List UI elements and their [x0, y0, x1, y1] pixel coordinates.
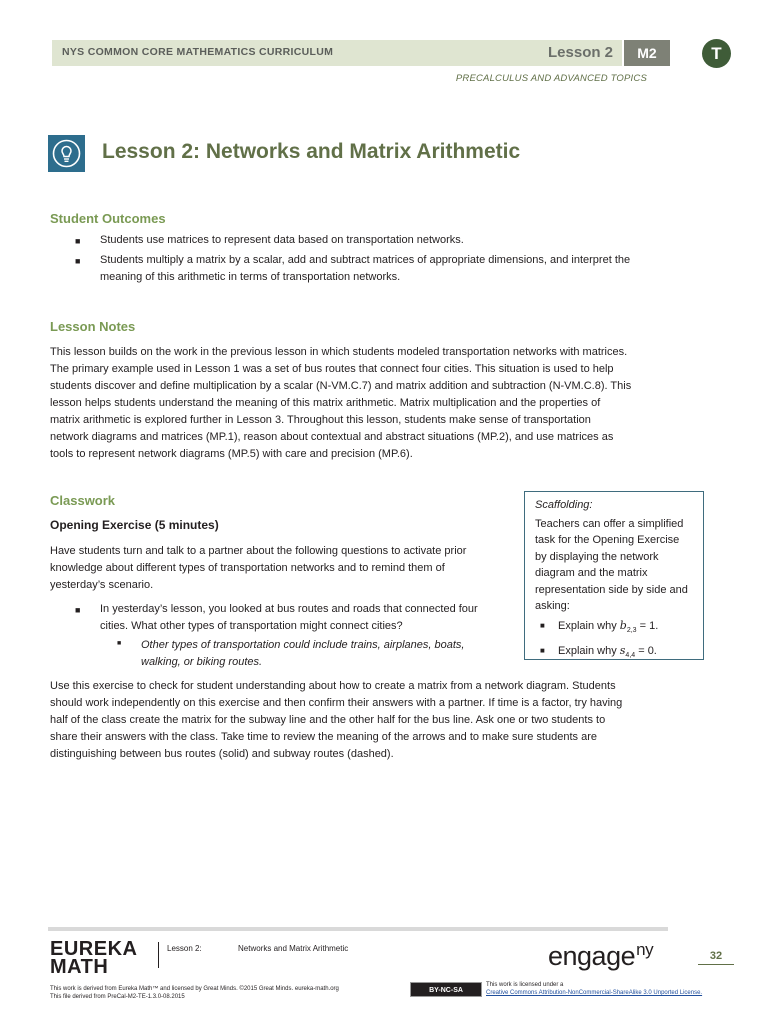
scaffolding-heading: Scaffolding:: [535, 499, 593, 511]
question-bullet: [100, 601, 510, 635]
opening-exercise-intro: [50, 543, 510, 594]
lightbulb-icon: [48, 135, 85, 172]
text-line: half of the class create the matrix for the subway line and the other half for the bus line. Ask one or two students to: [50, 714, 606, 726]
text-line: Other types of transportation could include trains, airplanes, boats,: [141, 639, 465, 651]
curriculum-label: NYS COMMON CORE MATHEMATICS CURRICULUM: [62, 46, 334, 58]
text-line: This lesson builds on the work in the previous lesson in which students modeled transportation networks with matrices.: [50, 346, 628, 358]
bullet-icon: ■: [75, 605, 81, 615]
text-line: diagram and the matrix: [535, 567, 648, 579]
text-line: should work independently on this exercise and then confirm their answers with a partner. If time is a factor, try having: [50, 697, 623, 709]
footer-rule: [48, 927, 668, 931]
text-line: matrix arithmetic is explored further in Lesson 3. Throughout this lesson, students make sense of transportation: [50, 414, 591, 426]
text-line: walking, or biking routes.: [141, 656, 263, 668]
module-badge: M2: [624, 40, 670, 66]
license-text: This work is licensed under a Creative Commons Attribution-NonCommercial-ShareAlike 3.0 Unported License.: [486, 982, 703, 996]
license-link[interactable]: Creative Commons Attribution-NonCommercial-ShareAlike 3.0 Unported License.: [486, 990, 703, 996]
lesson-notes-paragraph: [50, 344, 670, 463]
text-line: representation side by side and: [535, 583, 688, 596]
text-line: yesterday’s scenario.: [50, 579, 154, 591]
scaffolding-item: ■ Explain why $b_{2,3} = 1$.: [540, 618, 659, 634]
outcome-item: Students use matrices to represent data based on transportation networks.: [100, 234, 464, 246]
outcome-item: Students multiply a matrix by a scalar, add and subtract matrices of appropriate dimensions, and interpret the: [100, 254, 631, 266]
teacher-edition-badge: T: [702, 39, 731, 68]
closing-paragraph: [50, 678, 670, 763]
bullet-icon: ■: [75, 256, 81, 266]
text-line: lesson helps students understand the meaning of this matrix arithmetic. Matrix multiplication and the properties of: [50, 397, 601, 409]
text-line: students discover and define multiplication by a scalar (N-VM.C.7) and matrix addition and subtraction (N-VM.C.8). This: [50, 380, 632, 392]
scaffolding-item: ■ Explain why $s_{4,4} = 0$.: [540, 644, 657, 660]
answer-sub-bullet: [141, 637, 511, 671]
sub-bullet-icon: ■: [117, 640, 122, 647]
page-number: 32: [698, 950, 734, 965]
text-line: asking:: [535, 600, 570, 612]
text-line: tools to represent network diagrams (MP.5) with care and precision (MP.6).: [50, 448, 413, 460]
scaffolding-box: [524, 491, 704, 660]
text-line: Use this exercise to check for student understanding about how to create a matrix from a network diagram. Students: [50, 680, 616, 692]
text-line: knowledge about different types of transportation networks and to remind them of: [50, 562, 445, 574]
cc-license-icon: BY-NC-SA: [410, 982, 482, 997]
bullet-icon: ■: [540, 646, 545, 656]
course-label: PRECALCULUS AND ADVANCED TOPICS: [455, 73, 647, 84]
text-line: Teachers can offer a simplified: [535, 517, 684, 530]
footer-lesson-title: Networks and Matrix Arithmetic: [238, 944, 349, 953]
lesson-notes-heading: Lesson Notes: [50, 319, 136, 334]
text-line: by displaying the network: [535, 550, 659, 563]
lesson-label: Lesson 2: [548, 44, 614, 61]
text-line: network diagrams and matrices (MP.1), reason about contextual and abstract situations (MP.2), and use matrices as: [50, 431, 614, 443]
eureka-logo-line2: MATH: [50, 956, 109, 978]
eureka-logo-line1: EUREKA: [50, 938, 138, 960]
bullet-icon: ■: [540, 620, 545, 630]
footer-divider: [158, 942, 159, 968]
text-line: In yesterday’s lesson, you looked at bus routes and roads that connected four: [100, 603, 478, 615]
text-line: The primary example used in Lesson 1 was a set of bus routes that connect four cities. This situation is used to help: [50, 363, 614, 375]
text-line: distinguishing between bus routes (solid) and subway routes (dashed).: [50, 748, 394, 760]
text-line: Have students turn and talk to a partner about the following questions to activate prior: [50, 545, 467, 557]
page-title: Lesson 2: Networks and Matrix Arithmetic: [102, 140, 521, 163]
classwork-heading: Classwork: [50, 493, 116, 508]
outcome-item-continued: meaning of this arithmetic in terms of transportation networks.: [100, 271, 401, 283]
text-line: share their answers with the class. Take time to review the meaning of the arrows and to make sure students are: [50, 731, 598, 743]
opening-exercise-heading: Opening Exercise (5 minutes): [50, 518, 219, 532]
student-outcomes-heading: Student Outcomes: [50, 211, 166, 226]
footer-lesson: Lesson 2:: [167, 944, 202, 953]
text-line: cities. What other types of transportation might connect cities?: [100, 620, 403, 632]
footer-credit: This work is derived from Eureka Math™ and licensed by Great Minds. ©2015 Great Minds. eureka-math.org This file derived from PreCal-M2-TE-1.3.0-08.2015: [50, 986, 339, 1000]
bullet-icon: ■: [75, 236, 81, 246]
engageny-logo: engage$^{ny}$: [548, 940, 654, 971]
text-line: task for the Opening Exercise: [535, 534, 680, 546]
